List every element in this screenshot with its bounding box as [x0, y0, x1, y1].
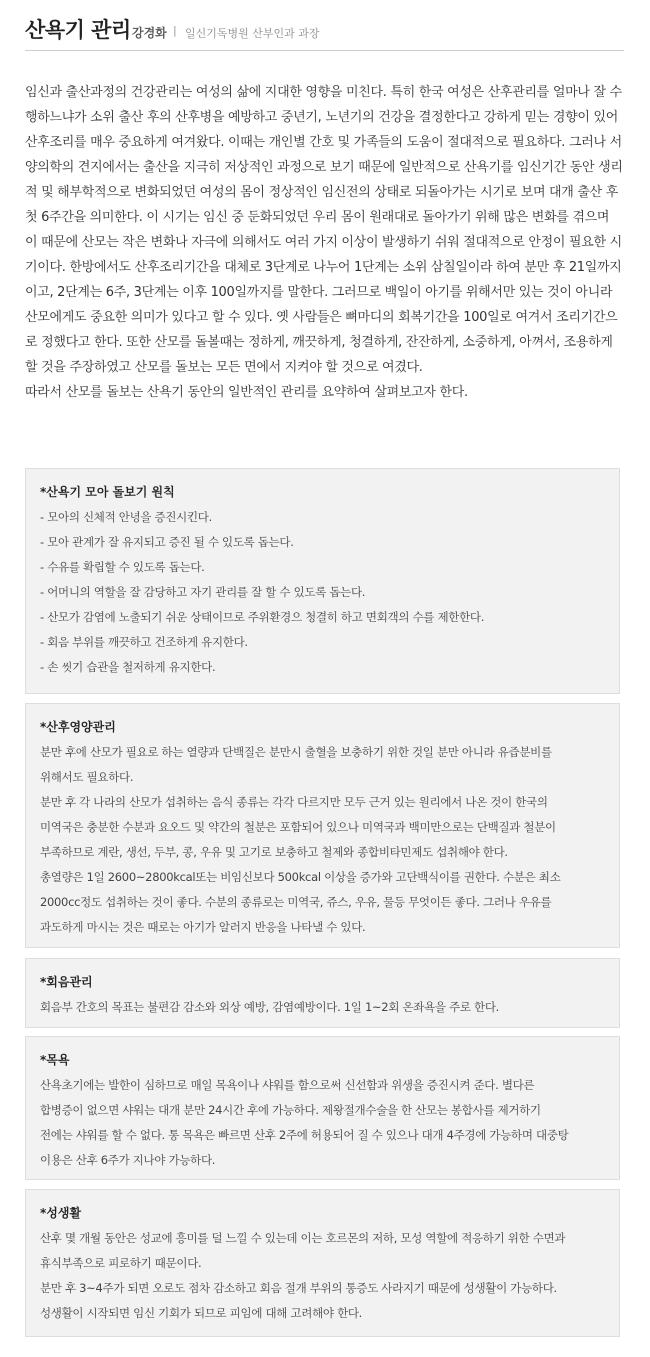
section-line: 휴식부족으로 피로하기 때문이다.: [40, 1256, 202, 1270]
section-box-sexual-life: [25, 1189, 620, 1337]
section-line: - 모아의 신체적 안녕을 증진시킨다.: [40, 510, 212, 524]
section-line: 산후 몇 개월 동안은 성교에 흥미를 덜 느낄 수 있는데 이는 호르몬의 저하, 모성 역할에 적응하기 위한 수면과: [40, 1231, 566, 1245]
section-line: 위해서도 필요하다.: [40, 770, 134, 784]
section-box-perineal-care: [25, 958, 620, 1028]
section-line: 2000cc정도 섭취하는 것이 좋다. 수분의 종류로는 미역국, 쥬스, 우유, 물등 무엇이든 좋다. 그러나 우유를: [40, 895, 552, 909]
section-line: - 산모가 감염에 노출되기 쉬운 상태이므로 주위환경으 청결히 하고 면회객의 수를 제한한다.: [40, 610, 485, 624]
header-separator: |: [173, 24, 177, 37]
section-box-nutrition: [25, 703, 620, 948]
section-line: 총열량은 1일 2600~2800kcal또는 비임신보다 500kcal 이상을 증가와 고단백식이를 권한다. 수분은 최소: [40, 870, 561, 884]
section-line: 분만 후 3~4주가 되면 오로도 점차 감소하고 회음 절개 부위의 통증도 사라지기 때문에 성생활이 가능하다.: [40, 1281, 557, 1295]
section-title: *산욕기 모아 돌보기 원칙: [40, 485, 175, 499]
section-line: - 모아 관계가 잘 유지되고 증진 될 수 있도록 돕는다.: [40, 535, 294, 549]
author-affiliation: 일신기독병원 산부인과 과장: [185, 27, 320, 40]
section-title: *성생활: [40, 1206, 82, 1220]
author-name: 강경화: [132, 26, 167, 40]
section-line: 미역국은 충분한 수분과 요오드 및 약간의 철분은 포함되어 있으나 미역국과 백미만으로는 단백질과 철분이: [40, 820, 556, 834]
section-title: *산후영양관리: [40, 720, 116, 734]
section-line: 과도하게 마시는 것은 때로는 아기가 알러지 반응을 나타낼 수 있다.: [40, 920, 366, 934]
section-line: 전에는 샤워를 할 수 없다. 통 목욕은 빠르면 산후 2주에 허용되어 질 수 있으나 대개 4주경에 가능하며 대중탕: [40, 1128, 569, 1142]
intro-paragraph: 임신과 출산과정의 건강관리는 여성의 삶에 지대한 영향을 미친다. 특히 한국 여성은 산후관리를 얼마나 잘 수행하느냐가 소위 출산 후의 산후병을 예방하고 중년기, 노년기의 건강을 결정한다고 강하게 믿는 경향이 있어 산후조리를 매우 중요하게 여겨왔다. 이때는 개인별 간호 및 가족들의 도움이 절대적으로 필요하다. 그러나 서양의학의 견지에서는 출산을 지극히 저상적인 과정으로 보기 때문에 일반적으로 산욕기를 임신기간 동안 생리적 및 해부학적으로 변화되었던 여성의 몸이 정상적인 임신전의 상태로 되돌아가는 시기로 보며 대개 출산 후 첫 6주간을 의미한다. 이 시기는 임신 중 둔화되었던 우리 몸이 원래대로 돌아가기 위해 많은 변화를 겪으며 이 때문에 산모는 작은 변화나 자극에 의해서도 여러 가지 이상이 발생하기 쉬워 절대적으로 안정이 필요한 시기이다. 한방에서도 산후조리기간을 대체로 3단계로 나누어 1단계는 소위 삼칠일이라 하여 분만 후 21일까지이고, 2단계는 6주, 3단계는 이후 100일까지를 말한다. 그러므로 백일이 아기를 위해서만 있는 것이 아니라 산모에게도 중요한 의미가 있다고 할 수 있다. 옛 사람들은 뼈마디의 회복기간을 100일로 여겨서 조리기간으로 정했다고 한다. 또한 산모를 돌볼때는 정하게, 깨끗하게, 청결하게, 잔잔하게, 소중하게, 아껴서, 조용하게 할 것을 주장하였고 산모를 돌보는 모든 면에서 지켜야 할 것으로 여겼다.: [25, 85, 623, 375]
page-title: 산욕기 관리: [25, 18, 131, 42]
section-line: - 수유를 확립할 수 있도록 돕는다.: [40, 560, 205, 574]
section-line: 합병증이 없으면 샤워는 대개 분만 24시간 후에 가능하다. 제왕절개수술을 한 산모는 봉합사를 제거하기: [40, 1103, 541, 1117]
section-box-bathing: [25, 1036, 620, 1180]
section-title: *목욕: [40, 1053, 70, 1067]
section-title: *회음관리: [40, 975, 93, 989]
section-line: 산욕초기에는 발한이 심하므로 매일 목욕이나 샤워를 함으로써 신선함과 위생을 증진시켜 준다. 별다른: [40, 1078, 535, 1092]
section-line: 회음부 간호의 목표는 불편감 감소와 외상 예방, 감염예방이다. 1일 1~2회 온좌욕을 주로 한다.: [40, 1000, 500, 1014]
section-line: 분만 후 각 나라의 산모가 섭취하는 음식 종류는 각각 다르지만 모두 근거 있는 원리에서 나온 것이 한국의: [40, 795, 548, 809]
section-line: 성생활이 시작되면 임신 기회가 되므로 피임에 대해 고려해야 한다.: [40, 1306, 363, 1320]
intro-text: [25, 80, 625, 405]
section-line: - 손 씻기 습관을 철저하게 유지한다.: [40, 660, 216, 674]
article-header: [25, 14, 624, 51]
section-box-care-principles: [25, 468, 620, 694]
section-line: 분만 후에 산모가 필요로 하는 열량과 단백질은 분만시 출혈을 보충하기 위한 것일 분만 아니라 유즙분비를: [40, 745, 552, 759]
section-line: 부족하므로 계란, 생선, 두부, 콩, 우유 및 고기로 보충하고 철제와 종합비타민제도 섭취해야 한다.: [40, 845, 508, 859]
section-line: 이용은 산후 6주가 지나야 가능하다.: [40, 1153, 216, 1167]
intro-paragraph: 따라서 산모를 돌보는 산욕기 동안의 일반적인 관리를 요약하여 살펴보고자 한다.: [25, 385, 468, 400]
section-line: - 어머니의 역할을 잘 감당하고 자기 관리를 잘 할 수 있도록 돕는다.: [40, 585, 366, 599]
section-line: - 회음 부위를 깨끗하고 건조하게 유지한다.: [40, 635, 248, 649]
